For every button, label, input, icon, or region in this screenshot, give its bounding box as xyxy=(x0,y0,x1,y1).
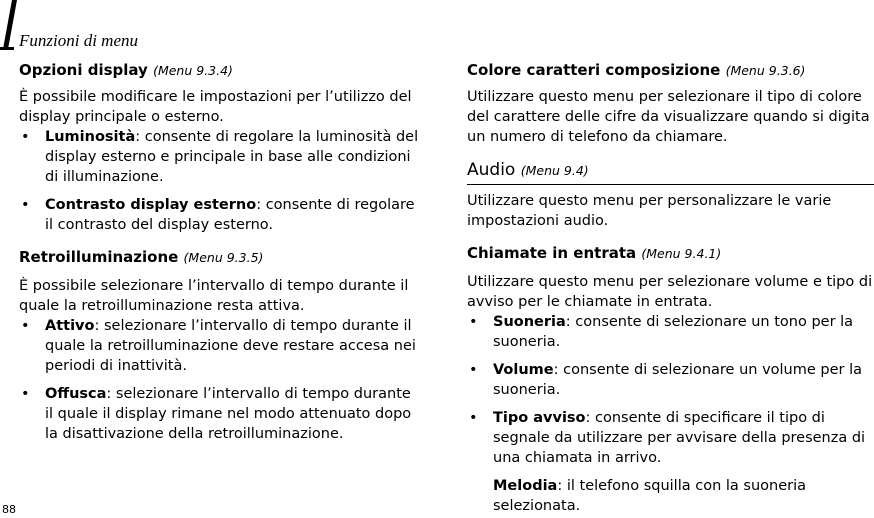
item-term: Volume xyxy=(493,362,554,378)
list-item xyxy=(19,316,423,376)
menu-ref: (Menu 9.3.5) xyxy=(183,250,264,265)
bullet-icon: • xyxy=(21,197,30,213)
list-item xyxy=(467,312,874,352)
bullet-icon: • xyxy=(21,386,30,402)
menu-ref: (Menu 9.3.6) xyxy=(725,63,806,78)
menu-ref: (Menu 9.3.4) xyxy=(153,63,233,78)
list-item xyxy=(467,360,874,400)
section-title-opzioni-display xyxy=(19,60,423,81)
bullet-icon: • xyxy=(469,410,478,426)
item-term: Luminosità xyxy=(45,129,136,145)
list-item xyxy=(467,408,874,468)
section-title-colore-caratteri xyxy=(467,60,874,81)
sub-item-text: : il telefono squilla con la suoneria selezionata. xyxy=(493,478,807,514)
section-title-text: Colore caratteri composizione xyxy=(467,61,721,79)
paragraph: Utilizzare questo menu per selezionare il tipo di colore del carattere delle cifre da visualizzare quando si digita un numero di telefono da chiamare. xyxy=(467,89,870,145)
sub-item xyxy=(467,476,874,516)
list-item xyxy=(19,384,423,444)
list-item xyxy=(19,127,423,187)
section-title-chiamate-in-entrata xyxy=(467,243,874,264)
item-term: Tipo avviso xyxy=(493,410,586,426)
item-term: Offusca xyxy=(45,386,107,402)
paragraph: È possibile selezionare l’intervallo di tempo durante il quale la retroilluminazione resta attiva. xyxy=(19,278,409,314)
bullet-icon: • xyxy=(21,318,30,334)
bullet-icon: • xyxy=(21,129,30,145)
item-text: : selezionare l’intervallo di tempo durante il quale il display rimane nel modo attenuato dopo la disattivazione della retroilluminazione. xyxy=(45,386,412,442)
bullet-list xyxy=(19,127,423,235)
paragraph: Utilizzare questo menu per personalizzare le varie impostazioni audio. xyxy=(467,193,832,229)
running-header: Funzioni di menu xyxy=(19,31,138,50)
menu-ref: (Menu 9.4.1) xyxy=(641,246,722,261)
item-term: Contrasto display esterno xyxy=(45,197,257,213)
bullet-list xyxy=(467,312,874,468)
paragraph: Utilizzare questo menu per selezionare volume e tipo di avviso per le chiamate in entrata. xyxy=(467,274,873,310)
section-title-text: Audio xyxy=(467,160,516,180)
list-item xyxy=(19,195,423,235)
bullet-list xyxy=(19,316,423,444)
section-title-text: Opzioni display xyxy=(19,61,148,79)
section-title-text: Chiamate in entrata xyxy=(467,244,637,262)
item-term: Suoneria xyxy=(493,314,566,330)
menu-ref: (Menu 9.4) xyxy=(520,163,589,178)
sub-item-term: Melodia xyxy=(493,478,558,494)
item-text: : consente di regolare la luminosità del display esterno e principale in base alle condizioni di illuminazione. xyxy=(45,129,419,185)
bullet-icon: • xyxy=(469,362,478,378)
section-title-audio xyxy=(467,159,874,185)
item-text: : consente di selezionare un volume per la suoneria. xyxy=(493,362,862,398)
section-title-text: Retroilluminazione xyxy=(19,248,179,266)
item-text: : consente di specificare il tipo di segnale da utilizzare per avvisare della presenza di una chiamata in arrivo. xyxy=(493,410,866,466)
item-term: Attivo xyxy=(45,318,95,334)
left-column xyxy=(19,60,423,444)
page-number: 88 xyxy=(2,503,16,516)
item-text: : consente di regolare il contrasto del display esterno. xyxy=(45,197,415,233)
item-text: : selezionare l’intervallo di tempo durante il quale la retroilluminazione deve restare accesa nei periodi di inattività. xyxy=(45,318,416,374)
paragraph: È possibile modificare le impostazioni per l’utilizzo del display principale o esterno. xyxy=(19,89,412,125)
item-text: : consente di selezionare un tono per la suoneria. xyxy=(493,314,854,350)
section-title-retroilluminazione xyxy=(19,247,423,268)
right-column xyxy=(467,60,874,516)
bullet-icon: • xyxy=(469,314,478,330)
